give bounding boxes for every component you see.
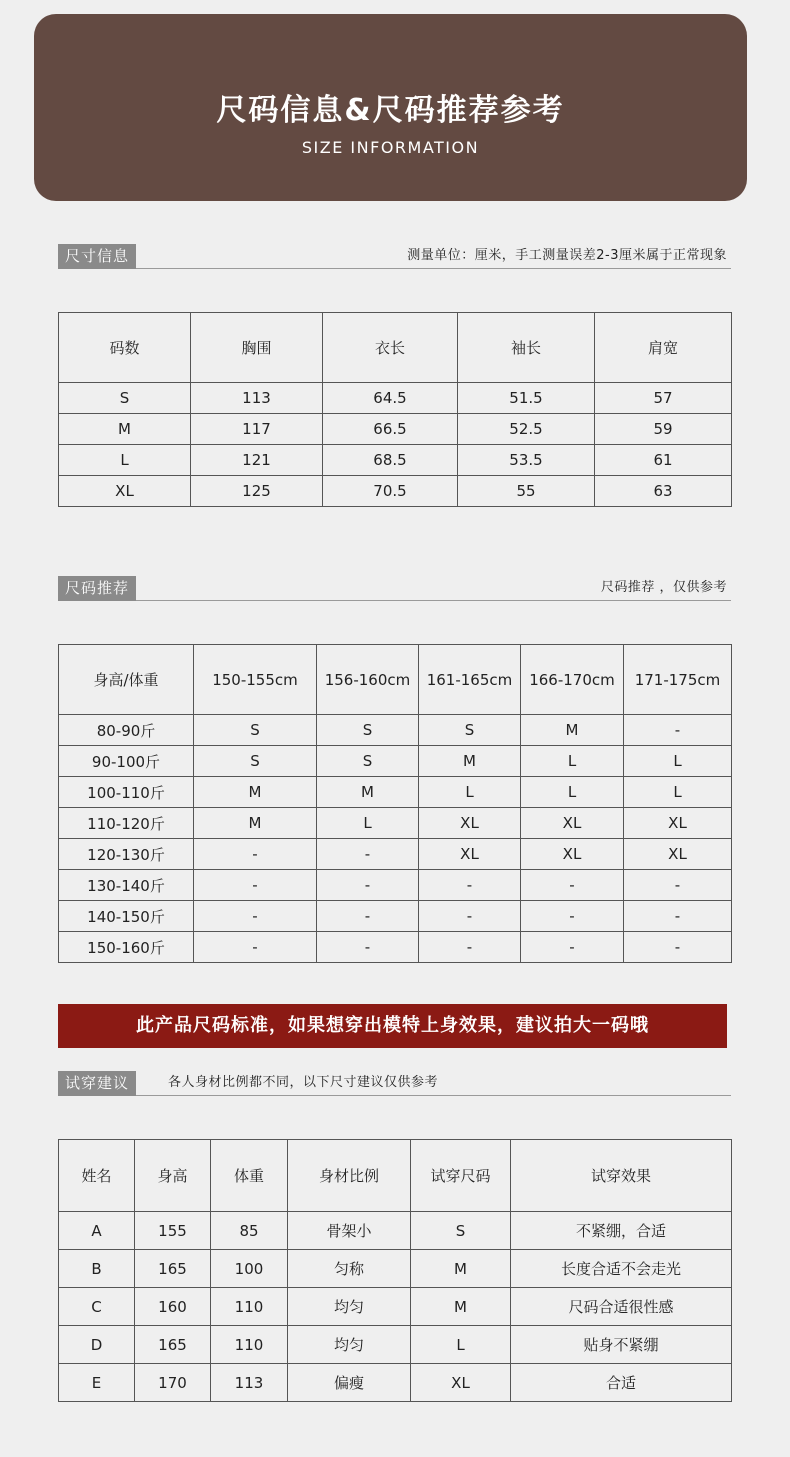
table-cell: S [194,746,317,777]
section-note-try-on: 各人身材比例都不同，以下尺寸建议仅供参考 [168,1075,439,1090]
table-cell: L [521,777,624,808]
table-cell: 57 [595,383,732,414]
table-cell: 110-120斤 [59,808,194,839]
table-cell: S [194,715,317,746]
table-cell: XL [59,476,191,507]
table-cell: M [194,777,317,808]
table-cell: 100 [211,1250,288,1288]
table-row [59,808,732,839]
table-cell: - [317,901,419,932]
section-header-size-recommend [58,574,731,601]
table-cell: - [194,901,317,932]
table-cell: 130-140斤 [59,870,194,901]
table-header-row [59,1140,732,1212]
table-cell: M [521,715,624,746]
table-cell: L [419,777,521,808]
table-cell: 59 [595,414,732,445]
table-cell: A [59,1212,135,1250]
table-cell: 骨架小 [288,1212,411,1250]
table-cell: - [194,870,317,901]
try-on-table [58,1139,732,1402]
header-panel [34,14,747,201]
header-cell: 试穿尺码 [411,1140,511,1212]
header-cell: 161-165cm [419,645,521,715]
table-row [59,901,732,932]
table-cell: L [521,746,624,777]
table-cell: 66.5 [323,414,458,445]
table-cell: - [521,870,624,901]
section-tag-size-recommend: 尺码推荐 [58,576,136,601]
table-cell: 合适 [511,1364,732,1402]
table-cell: - [521,932,624,963]
table-cell: D [59,1326,135,1364]
header-cell: 衣长 [323,313,458,383]
header-cell: 肩宽 [595,313,732,383]
table-row [59,445,732,476]
header-cell: 身材比例 [288,1140,411,1212]
table-cell: 尺码合适很性感 [511,1288,732,1326]
table-row [59,1326,732,1364]
table-cell: XL [419,839,521,870]
page-title: 尺码信息&尺码推荐参考 [216,93,565,128]
table-cell: L [411,1326,511,1364]
table-cell: XL [521,808,624,839]
table-row [59,870,732,901]
table-cell: 80-90斤 [59,715,194,746]
table-cell: S [419,715,521,746]
table-cell: 63 [595,476,732,507]
table-cell: M [411,1288,511,1326]
table-row [59,1364,732,1402]
header-cell: 171-175cm [624,645,732,715]
table-row [59,777,732,808]
header-cell: 袖长 [458,313,595,383]
header-cell: 码数 [59,313,191,383]
table-cell: 贴身不紧绷 [511,1326,732,1364]
table-cell: - [317,870,419,901]
header-cell: 胸围 [191,313,323,383]
table-cell: - [624,932,732,963]
table-cell: - [317,839,419,870]
table-cell: 110 [211,1326,288,1364]
table-cell: 113 [211,1364,288,1402]
table-row [59,383,732,414]
table-cell: S [59,383,191,414]
table-cell: 160 [135,1288,211,1326]
table-cell: M [419,746,521,777]
table-cell: 52.5 [458,414,595,445]
table-cell: XL [624,808,732,839]
table-cell: 170 [135,1364,211,1402]
section-header-size-info [58,242,731,269]
header-cell: 姓名 [59,1140,135,1212]
table-cell: - [624,870,732,901]
table-cell: 85 [211,1212,288,1250]
table-row [59,1288,732,1326]
table-cell: 偏瘦 [288,1364,411,1402]
table-cell: 140-150斤 [59,901,194,932]
table-row [59,932,732,963]
table-row [59,414,732,445]
table-row [59,715,732,746]
header-cell: 身高/体重 [59,645,194,715]
table-cell: 51.5 [458,383,595,414]
section-note-size-info: 测量单位：厘米，手工测量误差2-3厘米属于正常现象 [407,248,727,263]
table-cell: - [194,839,317,870]
table-cell: 61 [595,445,732,476]
header-cell: 156-160cm [317,645,419,715]
table-cell: L [59,445,191,476]
table-cell: 长度合适不会走光 [511,1250,732,1288]
table-cell: - [194,932,317,963]
table-cell: 53.5 [458,445,595,476]
table-cell: XL [419,808,521,839]
table-cell: 165 [135,1326,211,1364]
header-cell: 体重 [211,1140,288,1212]
table-cell: 113 [191,383,323,414]
table-cell: L [317,808,419,839]
page-subtitle: SIZE INFORMATION [301,138,480,157]
table-cell: M [411,1250,511,1288]
table-cell: XL [521,839,624,870]
table-cell: 均匀 [288,1326,411,1364]
table-cell: 150-160斤 [59,932,194,963]
section-tag-try-on: 试穿建议 [58,1071,136,1096]
table-cell: - [624,901,732,932]
header-cell: 身高 [135,1140,211,1212]
table-cell: 121 [191,445,323,476]
table-cell: 不紧绷，合适 [511,1212,732,1250]
table-cell: XL [411,1364,511,1402]
header-cell: 166-170cm [521,645,624,715]
table-cell: 125 [191,476,323,507]
table-cell: 120-130斤 [59,839,194,870]
size-recommend-table [58,644,732,963]
header-cell: 试穿效果 [511,1140,732,1212]
size-info-table [58,312,732,507]
section-header-try-on [58,1069,731,1096]
table-cell: L [624,777,732,808]
table-header-row [59,645,732,715]
table-cell: M [194,808,317,839]
table-cell: 110 [211,1288,288,1326]
table-cell: 68.5 [323,445,458,476]
table-cell: - [419,932,521,963]
section-tag-size-info: 尺寸信息 [58,244,136,269]
table-cell: M [317,777,419,808]
table-row [59,476,732,507]
table-row [59,746,732,777]
table-cell: 165 [135,1250,211,1288]
table-cell: - [624,715,732,746]
table-cell: 100-110斤 [59,777,194,808]
table-cell: 64.5 [323,383,458,414]
table-cell: S [317,715,419,746]
table-cell: 55 [458,476,595,507]
table-row [59,1212,732,1250]
table-cell: - [419,870,521,901]
table-cell: B [59,1250,135,1288]
size-notice-banner: 此产品尺码标准，如果想穿出模特上身效果，建议拍大一码哦 [58,1004,727,1048]
table-cell: 90-100斤 [59,746,194,777]
table-row [59,1250,732,1288]
table-cell: M [59,414,191,445]
table-cell: 70.5 [323,476,458,507]
table-header-row [59,313,732,383]
section-note-size-recommend: 尺码推荐 ，仅供参考 [600,580,727,595]
table-cell: 匀称 [288,1250,411,1288]
table-cell: 155 [135,1212,211,1250]
header-cell: 150-155cm [194,645,317,715]
table-cell: S [317,746,419,777]
table-cell: S [411,1212,511,1250]
table-cell: - [419,901,521,932]
table-cell: 117 [191,414,323,445]
table-cell: E [59,1364,135,1402]
table-row [59,839,732,870]
table-cell: C [59,1288,135,1326]
table-cell: L [624,746,732,777]
table-cell: 均匀 [288,1288,411,1326]
table-cell: - [521,901,624,932]
table-cell: XL [624,839,732,870]
table-cell: - [317,932,419,963]
